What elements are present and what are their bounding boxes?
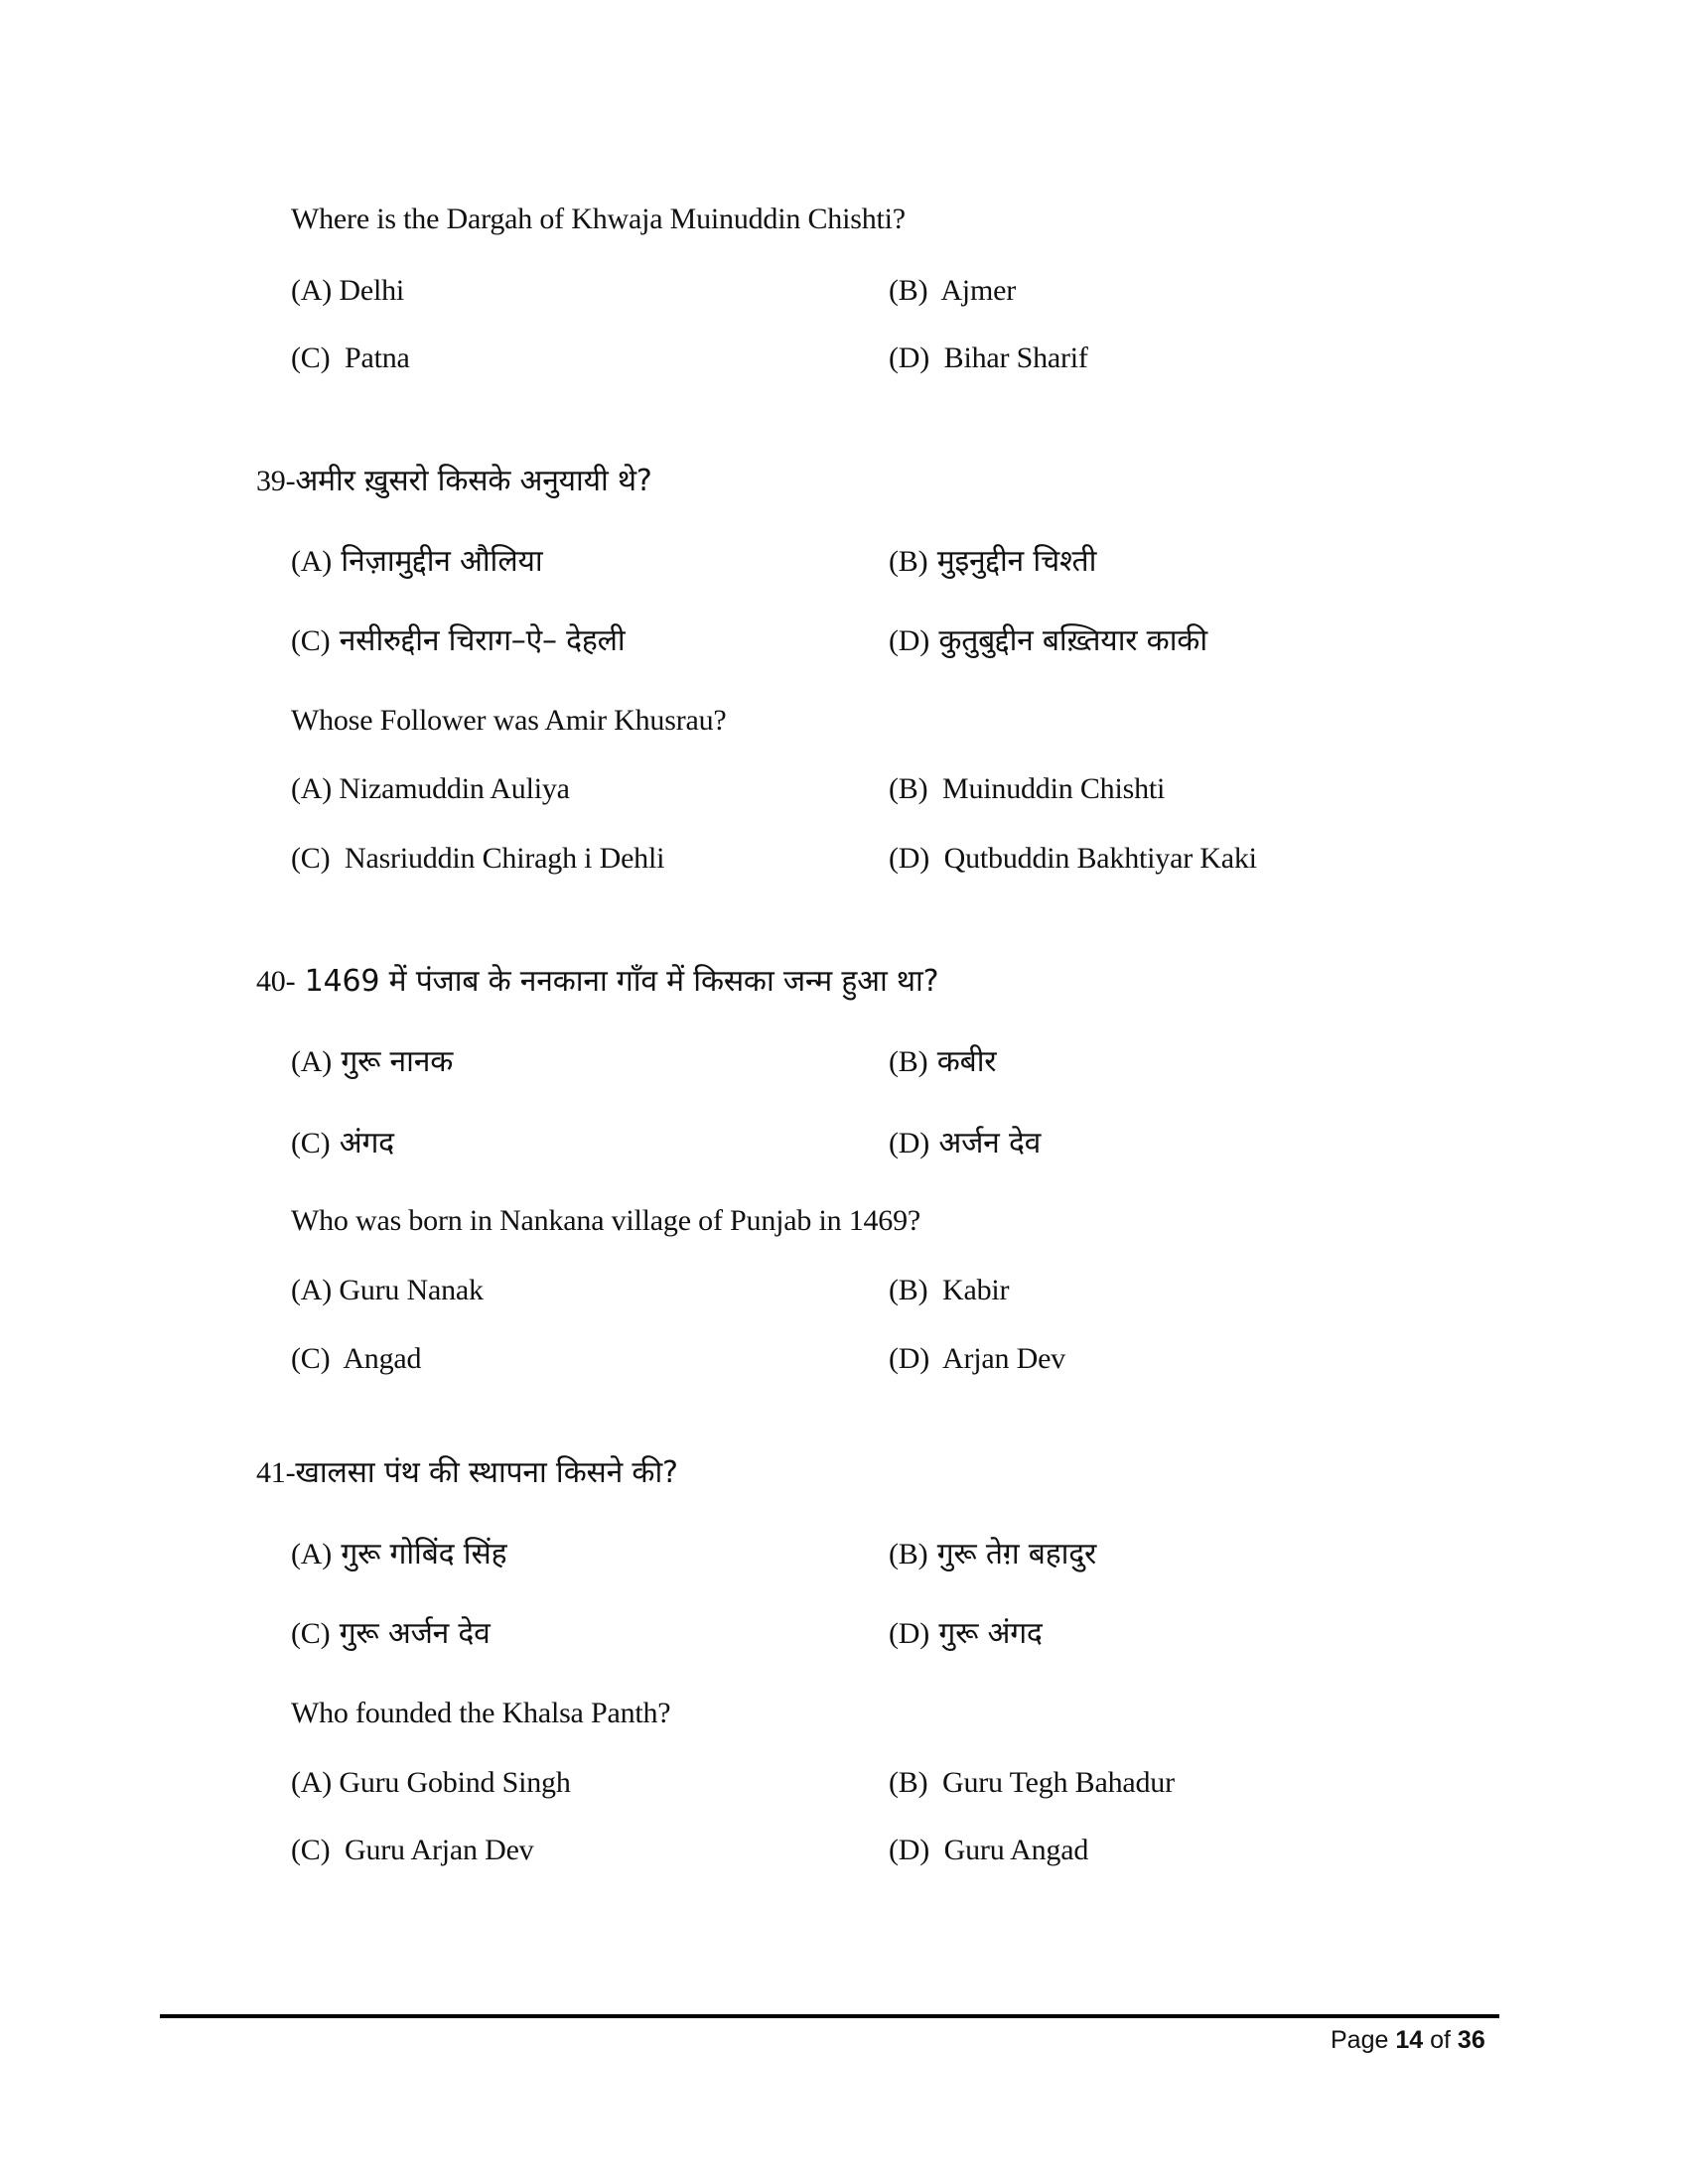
option-text: गुरू तेग़ बहादुर	[936, 1537, 1097, 1571]
option-c-hi	[291, 1616, 491, 1652]
option-b	[889, 276, 1016, 306]
option-text: गुरू अर्जन देव	[339, 1616, 491, 1651]
option-b-hi	[889, 1044, 996, 1080]
option-label: (A)	[291, 1045, 333, 1078]
option-text: मुइनुद्दीन चिश्ती	[936, 544, 1097, 579]
option-b-hi	[889, 1537, 1096, 1572]
option-a	[291, 1276, 484, 1305]
option-c-hi	[291, 1126, 394, 1161]
option-d	[889, 1836, 1088, 1865]
option-label: (A)	[291, 274, 333, 307]
current-page: 14	[1395, 2026, 1424, 2054]
option-label: (D)	[889, 624, 930, 657]
option-text: कुतुबुद्दीन बख़्तियार काकी	[938, 623, 1207, 658]
option-label: (B)	[889, 772, 928, 805]
option-c	[291, 844, 664, 874]
question-hi: अमीर ख़ुसरो किसके अनुयायी थे?	[295, 464, 652, 498]
option-label: (C)	[291, 1834, 331, 1866]
option-b	[889, 774, 1165, 804]
option-text: निज़ामुद्दीन औलिया	[341, 544, 543, 579]
option-text: अर्जन देव	[938, 1126, 1042, 1160]
footer-rule	[160, 2014, 1499, 2018]
option-label: (A)	[291, 545, 333, 578]
option-a-hi	[291, 544, 542, 580]
page-word: Page	[1331, 2026, 1389, 2054]
option-c-hi	[291, 623, 626, 659]
option-label: (B)	[889, 545, 928, 578]
option-text: Patna	[345, 341, 410, 374]
page-number	[1331, 2025, 1485, 2055]
option-text: Guru Angad	[943, 1834, 1089, 1866]
option-a-hi	[291, 1044, 453, 1080]
option-text: गुरू नानक	[341, 1044, 454, 1079]
option-d	[889, 844, 1257, 874]
option-label: (A)	[291, 1766, 333, 1799]
total-pages: 36	[1457, 2026, 1485, 2054]
option-text: Nizamuddin Auliya	[339, 772, 570, 805]
option-label: (C)	[291, 341, 331, 374]
option-d-hi	[889, 623, 1207, 659]
option-text: Delhi	[339, 274, 405, 307]
option-text: Nasriuddin Chiragh i Dehli	[345, 842, 665, 875]
option-text: गुरू अंगद	[938, 1616, 1043, 1651]
option-text: Guru Nanak	[339, 1274, 484, 1306]
option-text: Muinuddin Chishti	[942, 772, 1166, 805]
option-a	[291, 1768, 571, 1798]
option-label: (A)	[291, 1274, 333, 1306]
option-label: (D)	[889, 1834, 930, 1866]
option-label: (C)	[291, 1342, 331, 1375]
option-label: (A)	[291, 1538, 333, 1570]
option-label: (C)	[291, 842, 331, 875]
question-number: 40-	[256, 965, 296, 998]
option-label: (B)	[889, 274, 928, 307]
question-hi: 1469 में पंजाब के ननकाना गाँव में किसका जन्म हुआ था?	[304, 964, 939, 999]
option-a	[291, 774, 570, 804]
question-text-en: Who founded the Khalsa Panth?	[291, 1697, 671, 1729]
option-text: Guru Arjan Dev	[345, 1834, 534, 1866]
of-word: of	[1430, 2026, 1451, 2054]
option-b	[889, 1768, 1175, 1798]
option-label: (C)	[291, 1127, 331, 1160]
option-label: (D)	[889, 341, 930, 374]
option-text: अंगद	[339, 1126, 394, 1160]
option-c	[291, 1836, 534, 1865]
option-label: (D)	[889, 1617, 930, 1650]
option-label: (B)	[889, 1538, 928, 1570]
option-d-hi	[889, 1616, 1043, 1652]
option-d	[889, 1344, 1065, 1374]
option-c	[291, 1344, 421, 1374]
question-hi: खालसा पंथ की स्थापना किसने की?	[295, 1455, 678, 1490]
option-label: (C)	[291, 1617, 331, 1650]
option-label: (C)	[291, 624, 331, 657]
option-label: (D)	[889, 1342, 930, 1375]
option-text: Guru Gobind Singh	[339, 1766, 571, 1799]
option-label: (D)	[889, 1127, 930, 1160]
option-label: (A)	[291, 772, 333, 805]
question-text-en: Whose Follower was Amir Khusrau?	[291, 704, 727, 737]
option-text: Angad	[343, 1342, 422, 1375]
option-a	[291, 276, 404, 306]
option-text: Ajmer	[940, 274, 1016, 307]
option-b-hi	[889, 544, 1096, 580]
question-text-hi	[256, 464, 652, 499]
option-text: Arjan Dev	[942, 1342, 1065, 1375]
question-number: 41-	[256, 1456, 296, 1489]
question-number: 39-	[256, 465, 296, 497]
option-label: (D)	[889, 842, 930, 875]
option-label: (B)	[889, 1766, 928, 1799]
option-c	[291, 343, 410, 373]
question-text-en: Who was born in Nankana village of Punjab in 1469?	[291, 1204, 921, 1237]
question-text-hi	[256, 964, 938, 1000]
option-text: Qutbuddin Bakhtiyar Kaki	[943, 842, 1257, 875]
option-b	[889, 1276, 1009, 1305]
option-text: Guru Tegh Bahadur	[942, 1766, 1175, 1799]
question-text-en: Where is the Dargah of Khwaja Muinuddin Chishti?	[291, 203, 906, 235]
question-text-hi	[256, 1455, 678, 1491]
option-text: Bihar Sharif	[943, 341, 1088, 374]
option-label: (B)	[889, 1045, 928, 1078]
option-label: (B)	[889, 1274, 928, 1306]
option-d-hi	[889, 1126, 1041, 1161]
option-text: गुरू गोबिंद सिंह	[341, 1537, 507, 1571]
option-text: नसीरुद्दीन चिराग–ऐ– देहली	[339, 623, 626, 658]
option-d	[889, 343, 1088, 373]
option-text: Kabir	[942, 1274, 1010, 1306]
option-text: कबीर	[936, 1044, 997, 1079]
option-a-hi	[291, 1537, 506, 1572]
